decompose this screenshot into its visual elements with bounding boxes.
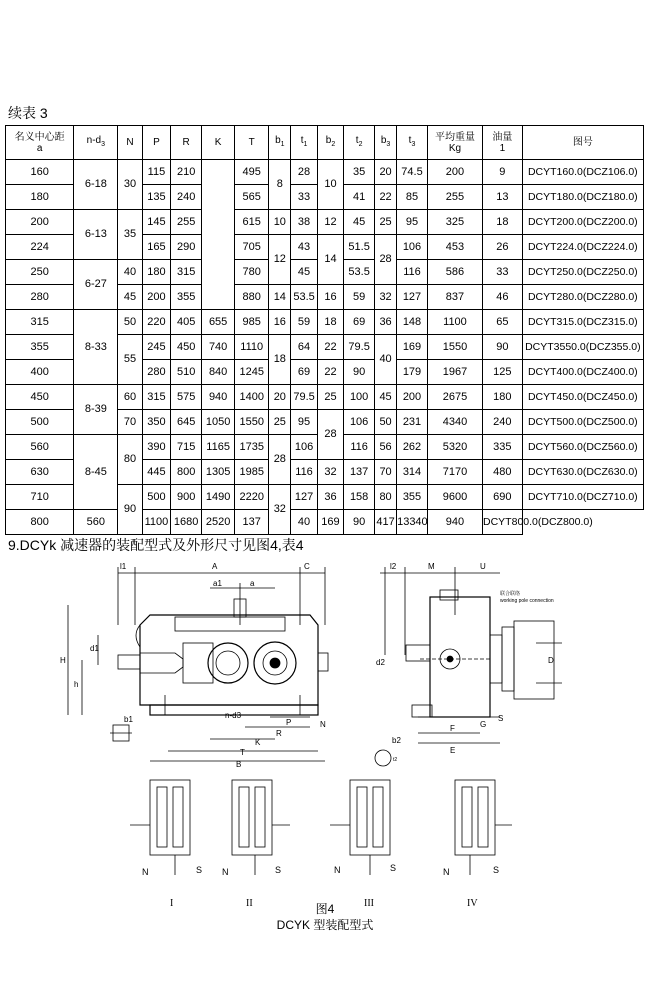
cell-N: 70 — [118, 410, 142, 435]
cell-weight: 9600 — [427, 485, 482, 510]
label-d2: d2 — [376, 658, 385, 667]
cell-P: 145 — [142, 210, 171, 235]
cell-t2: 53.5 — [344, 260, 375, 285]
cell-weight: 325 — [427, 210, 482, 235]
cell-t1: 43 — [291, 235, 317, 260]
cell-R: 210 — [171, 160, 202, 185]
figure-label: 图4 — [315, 902, 335, 916]
cell-oil: 65 — [483, 310, 523, 335]
variant-label-1: I — [170, 898, 174, 909]
label-K: K — [255, 738, 261, 747]
cell-b2: 28 — [317, 410, 343, 460]
cell-nd: 6-18 — [74, 160, 118, 210]
cell-T: 1985 — [235, 460, 269, 485]
table-row — [6, 210, 644, 235]
label-R: R — [276, 729, 282, 738]
cell-R: 240 — [171, 185, 202, 210]
cell-P: 220 — [142, 310, 171, 335]
cell-t2: 59 — [344, 285, 375, 310]
header-a: 名义中心距 a — [6, 126, 74, 160]
cell-P: 500 — [142, 485, 171, 510]
cell-P: 135 — [142, 185, 171, 210]
label-b2: b2 — [392, 736, 401, 745]
cell-R: 900 — [171, 485, 202, 510]
cell-K: 1165 — [202, 435, 235, 460]
section-title: 9.DCYk 减速器的装配型式及外形尺寸见图4,表4 — [8, 537, 304, 553]
cell-weight: 5320 — [427, 435, 482, 460]
front-view-labels — [60, 562, 326, 769]
label-S-side: S — [498, 714, 504, 723]
cell-N: 50 — [118, 310, 142, 335]
cell-t3: 200 — [397, 385, 428, 410]
label-B: B — [236, 760, 242, 769]
cell-a: 630 — [6, 460, 74, 485]
label-l1: l1 — [120, 562, 127, 571]
cell-K: 1490 — [202, 485, 235, 510]
cell-oil: 13 — [483, 185, 523, 210]
label-M: M — [428, 562, 435, 571]
cell-a: 224 — [6, 235, 74, 260]
cell-T: 495 — [235, 160, 269, 185]
cell-code: DCYT560.0(DCZ560.0) — [522, 435, 643, 460]
cell-code: DCYT224.0(DCZ224.0) — [522, 235, 643, 260]
table-row — [6, 510, 644, 535]
cell-b3: 45 — [375, 385, 397, 410]
header-R: R — [171, 126, 202, 160]
label-C: C — [304, 562, 310, 571]
cell-P: 315 — [142, 385, 171, 410]
cell-b3: 90 — [344, 510, 375, 535]
cell-b3: 50 — [375, 410, 397, 435]
cell-code: DCYT450.0(DCZ450.0) — [522, 385, 643, 410]
label-S-4: S — [493, 865, 500, 875]
cell-T: 2520 — [202, 510, 235, 535]
cell-a: 200 — [6, 210, 74, 235]
cell-N: 40 — [118, 260, 142, 285]
spec-table — [5, 125, 644, 535]
cell-code: DCYT500.0(DCZ500.0) — [522, 410, 643, 435]
cell-b1: 20 — [269, 385, 291, 410]
cell-t1: 137 — [235, 510, 269, 535]
cell-t3: 169 — [397, 335, 428, 360]
cell-b3: 25 — [375, 210, 397, 235]
label-b1: b1 — [124, 715, 133, 724]
cell-K: 655 — [202, 310, 235, 335]
assembly-variants — [130, 780, 512, 875]
label-U: U — [480, 562, 486, 571]
cell-T: 615 — [235, 210, 269, 235]
reducer-drawing — [0, 555, 650, 900]
cell-a: 800 — [6, 510, 74, 535]
cell-R: 315 — [171, 260, 202, 285]
label-N-front: N — [320, 720, 326, 729]
cell-nd: 8-45 — [74, 435, 118, 510]
cell-T: 705 — [235, 235, 269, 260]
cell-b1: 25 — [269, 410, 291, 435]
label-note-2: working pole connection — [500, 598, 554, 604]
cell-t1: 127 — [291, 485, 317, 510]
cell-K — [202, 160, 235, 310]
cell-a: 560 — [6, 435, 74, 460]
label-l2: l2 — [390, 562, 397, 571]
cell-nd: 8-33 — [74, 310, 118, 385]
cell-b2: 16 — [317, 285, 343, 310]
cell-t3: 314 — [397, 460, 428, 485]
cell-R: 800 — [171, 460, 202, 485]
label-nd3: n-d3 — [225, 711, 242, 720]
cell-code: DCYT180.0(DCZ180.0) — [522, 185, 643, 210]
cell-b2: 40 — [291, 510, 317, 535]
cell-weight: 1100 — [427, 310, 482, 335]
cell-T: 1110 — [235, 335, 269, 360]
cell-b1: 14 — [269, 285, 291, 310]
cell-code: DCYT280.0(DCZ280.0) — [522, 285, 643, 310]
cell-R: 355 — [171, 285, 202, 310]
label-P: P — [286, 718, 292, 727]
cell-b1: 16 — [269, 310, 291, 335]
cell-nd: 6-27 — [74, 260, 118, 310]
cell-R: 1100 — [142, 510, 171, 535]
cell-t1: 95 — [291, 410, 317, 435]
cell-b2: 25 — [317, 385, 343, 410]
cell-b3: 56 — [375, 435, 397, 460]
cell-a: 250 — [6, 260, 74, 285]
cell-weight: 1550 — [427, 335, 482, 360]
cell-code: DCYT400.0(DCZ400.0) — [522, 360, 643, 385]
table-header-row — [6, 126, 644, 160]
cell-K: 1305 — [202, 460, 235, 485]
cell-oil: 240 — [483, 410, 523, 435]
cell-b2: 36 — [317, 485, 343, 510]
cell-oil: 480 — [483, 460, 523, 485]
label-N-2: N — [222, 867, 229, 877]
cell-weight: 13340 — [397, 510, 428, 535]
cell-weight: 2675 — [427, 385, 482, 410]
cell-P: 165 — [142, 235, 171, 260]
label-H: H — [60, 656, 66, 665]
cell-a: 400 — [6, 360, 74, 385]
cell-code: DCYT3550.0(DCZ355.0) — [522, 335, 643, 360]
cell-b2: 10 — [317, 160, 343, 210]
cell-t2: 35 — [344, 160, 375, 185]
label-F: F — [450, 724, 455, 733]
assembly-variant-1 — [130, 780, 190, 875]
cell-t1: 28 — [291, 160, 317, 185]
assembly-variant-3 — [330, 780, 390, 875]
label-A: A — [212, 562, 218, 571]
cell-T: 880 — [235, 285, 269, 310]
cell-N: 55 — [118, 335, 142, 385]
header-T: T — [235, 126, 269, 160]
cell-weight: 255 — [427, 185, 482, 210]
cell-t3: 355 — [397, 485, 428, 510]
cell-code: DCYT800.0(DCZ800.0) — [483, 510, 523, 535]
cell-a: 280 — [6, 285, 74, 310]
cell-t3: 116 — [397, 260, 428, 285]
cell-b3: 22 — [375, 185, 397, 210]
cell-t3: 262 — [397, 435, 428, 460]
label-note-1: 联合联络 — [500, 591, 521, 597]
cell-R: 575 — [171, 385, 202, 410]
cell-t3: 148 — [397, 310, 428, 335]
cell-K: 940 — [202, 385, 235, 410]
cell-weight: 200 — [427, 160, 482, 185]
cell-T: 565 — [235, 185, 269, 210]
cell-R: 510 — [171, 360, 202, 385]
cell-b2: 14 — [317, 235, 343, 285]
cell-t1: 64 — [291, 335, 317, 360]
label-N-1: N — [142, 867, 149, 877]
cell-t1: 69 — [291, 360, 317, 385]
label-d1: d1 — [90, 644, 99, 653]
cell-oil: 9 — [483, 160, 523, 185]
cell-t2: 137 — [344, 460, 375, 485]
table-row — [6, 160, 644, 185]
cell-oil: 690 — [483, 485, 523, 510]
cell-R: 715 — [171, 435, 202, 460]
cell-oil: 26 — [483, 235, 523, 260]
variant-label-3: III — [364, 898, 374, 909]
cell-b3: 32 — [375, 285, 397, 310]
cell-oil: 46 — [483, 285, 523, 310]
header-t3: $t_3$ — [397, 126, 428, 160]
header-b3: $b_3$ — [375, 126, 397, 160]
header-K: K — [202, 126, 235, 160]
cell-b3: 40 — [375, 335, 397, 385]
cell-a: 710 — [6, 485, 74, 510]
cell-weight: 586 — [427, 260, 482, 285]
label-t2: t2 — [393, 757, 398, 763]
header-b2: $b_2$ — [317, 126, 343, 160]
header-b1: $b_1$ — [269, 126, 291, 160]
cell-a: 450 — [6, 385, 74, 410]
cell-t1: 79.5 — [291, 385, 317, 410]
table-row — [6, 310, 644, 335]
cell-t3: 127 — [397, 285, 428, 310]
cell-K: 1680 — [171, 510, 202, 535]
cell-t2: 169 — [317, 510, 343, 535]
cell-K: 1050 — [202, 410, 235, 435]
cell-T: 1735 — [235, 435, 269, 460]
cell-code: DCYT315.0(DCZ315.0) — [522, 310, 643, 335]
table-row — [6, 385, 644, 410]
cell-R: 290 — [171, 235, 202, 260]
cell-t1: 59 — [291, 310, 317, 335]
cell-N: 60 — [118, 385, 142, 410]
cell-b1: 32 — [269, 485, 291, 535]
side-view — [375, 567, 562, 766]
header-t2: $t_2$ — [344, 126, 375, 160]
cell-oil: 125 — [483, 360, 523, 385]
header-code: 图号 — [522, 126, 643, 160]
label-N-4: N — [443, 867, 450, 877]
cell-b2: 22 — [317, 360, 343, 385]
cell-P: 445 — [142, 460, 171, 485]
cell-t2: 41 — [344, 185, 375, 210]
header-nd: $n-d_3$ — [74, 126, 118, 160]
cell-t2: 51.5 — [344, 235, 375, 260]
cell-b3: 20 — [375, 160, 397, 185]
cell-t3: 106 — [397, 235, 428, 260]
cell-P: 180 — [142, 260, 171, 285]
cell-code: DCYT160.0(DCZ106.0) — [522, 160, 643, 185]
cell-code: DCYT200.0(DCZ200.0) — [522, 210, 643, 235]
cell-t3: 417 — [375, 510, 397, 535]
label-T: T — [240, 748, 245, 757]
cell-oil: 335 — [483, 435, 523, 460]
figure-caption: DCYK 型装配型式 — [276, 918, 374, 932]
label-a: a — [250, 579, 255, 588]
label-G: G — [480, 720, 487, 729]
cell-t3: 231 — [397, 410, 428, 435]
cell-T: 780 — [235, 260, 269, 285]
cell-b1: 18 — [269, 335, 291, 385]
cell-a: 315 — [6, 310, 74, 335]
cell-a: 180 — [6, 185, 74, 210]
cell-oil: 90 — [483, 335, 523, 360]
cell-t3: 95 — [397, 210, 428, 235]
cell-a: 160 — [6, 160, 74, 185]
cell-T: 1245 — [235, 360, 269, 385]
cell-t1: 38 — [291, 210, 317, 235]
header-weight: 平均重量 Kg — [427, 126, 482, 160]
cell-K: 740 — [202, 335, 235, 360]
cell-b2: 32 — [317, 460, 343, 485]
cell-R: 450 — [171, 335, 202, 360]
cell-a: 500 — [6, 410, 74, 435]
cell-R: 405 — [171, 310, 202, 335]
cell-T: 1400 — [235, 385, 269, 410]
cell-t2: 106 — [344, 410, 375, 435]
label-N-3: N — [334, 865, 341, 875]
cell-nd: 6-13 — [74, 210, 118, 260]
cell-code: DCYT250.0(DCZ250.0) — [522, 260, 643, 285]
cell-b2: 22 — [317, 335, 343, 360]
cell-oil: 18 — [483, 210, 523, 235]
label-D: D — [548, 656, 554, 665]
cell-oil: 940 — [427, 510, 482, 535]
cell-t2: 158 — [344, 485, 375, 510]
cell-b3: 70 — [375, 460, 397, 485]
cell-weight: 453 — [427, 235, 482, 260]
cell-P: 350 — [142, 410, 171, 435]
label-S-1: S — [196, 865, 203, 875]
cell-t3: 179 — [397, 360, 428, 385]
cell-P: 560 — [74, 510, 118, 535]
cell-b1: 28 — [269, 435, 291, 485]
header-N: N — [118, 126, 142, 160]
cell-b3: 80 — [375, 485, 397, 510]
label-E: E — [450, 746, 456, 755]
label-S-3: S — [390, 863, 397, 873]
cell-N: 45 — [118, 285, 142, 310]
cell-P: 390 — [142, 435, 171, 460]
cell-weight: 1967 — [427, 360, 482, 385]
cell-P: 115 — [142, 160, 171, 185]
cell-t3: 85 — [397, 185, 428, 210]
cell-P: 200 — [142, 285, 171, 310]
cell-P: 245 — [142, 335, 171, 360]
front-view — [68, 567, 328, 761]
cell-weight: 837 — [427, 285, 482, 310]
cell-b1: 8 — [269, 160, 291, 210]
cell-weight: 4340 — [427, 410, 482, 435]
cell-P: 280 — [142, 360, 171, 385]
cell-weight: 7170 — [427, 460, 482, 485]
cell-oil: 33 — [483, 260, 523, 285]
cell-R: 255 — [171, 210, 202, 235]
cell-t1: 33 — [291, 185, 317, 210]
cell-code: DCYT630.0(DCZ630.0) — [522, 460, 643, 485]
cell-N: 30 — [118, 160, 142, 210]
cell-T: 985 — [235, 310, 269, 335]
cell-T: 1550 — [235, 410, 269, 435]
cell-t1: 116 — [291, 460, 317, 485]
cell-t3: 74.5 — [397, 160, 428, 185]
cell-t2: 45 — [344, 210, 375, 235]
assembly-variant-2 — [232, 780, 290, 875]
cell-R: 645 — [171, 410, 202, 435]
cell-oil: 180 — [483, 385, 523, 410]
cell-b3: 28 — [375, 235, 397, 285]
cell-t2: 116 — [344, 435, 375, 460]
header-t1: $t_1$ — [291, 126, 317, 160]
cell-b1: 10 — [269, 210, 291, 235]
cell-b1: 12 — [269, 235, 291, 285]
header-oil: 油量 1 — [483, 126, 523, 160]
cell-N: 80 — [118, 435, 142, 485]
cell-code: DCYT710.0(DCZ710.0) — [522, 485, 643, 510]
cell-N: 35 — [118, 210, 142, 260]
cell-t1: 53.5 — [291, 285, 317, 310]
cell-t2: 90 — [344, 360, 375, 385]
variant-label-2: II — [246, 898, 253, 909]
table-caption: 续表 3 — [8, 105, 48, 121]
cell-b3: 36 — [375, 310, 397, 335]
cell-a: 355 — [6, 335, 74, 360]
cell-N: 90 — [118, 485, 142, 535]
cell-nd: 8-39 — [74, 385, 118, 435]
assembly-labels — [142, 863, 499, 877]
header-P: P — [142, 126, 171, 160]
label-S-2: S — [275, 865, 282, 875]
label-a1: a1 — [213, 579, 222, 588]
label-h: h — [74, 680, 79, 689]
assembly-variant-4 — [455, 780, 512, 875]
cell-t1: 106 — [291, 435, 317, 460]
cell-t1: 45 — [291, 260, 317, 285]
cell-T: 2220 — [235, 485, 269, 510]
cell-t2: 100 — [344, 385, 375, 410]
cell-b2: 18 — [317, 310, 343, 335]
cell-t2: 69 — [344, 310, 375, 335]
cell-t2: 79.5 — [344, 335, 375, 360]
variant-label-4: IV — [467, 898, 478, 909]
cell-b2: 12 — [317, 210, 343, 235]
cell-K: 840 — [202, 360, 235, 385]
